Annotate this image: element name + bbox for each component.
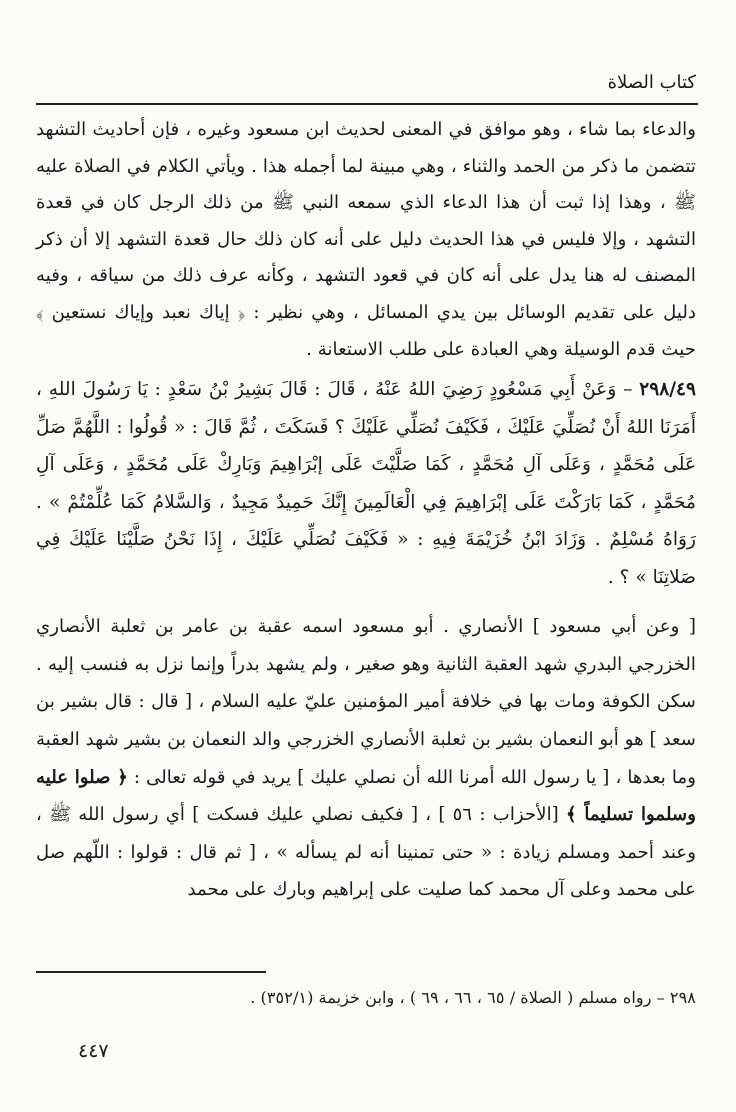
hadith-text: – وَعَنْ أَبِي مَسْعُودٍ رَضِيَ اللهُ عَنْهُ ، قَالَ : قَالَ بَشِيرُ بْنُ سَعْدٍ : يَا رَسُولَ اللهِ ، أَمَرَنَا اللهُ أَنْ نُصَلِّيَ عَلَيْكَ ، فَكَيْفَ نُصَلِّي عَلَيْكَ ؟ فَسَكَتَ ، ثُمَّ قَالَ : « قُولُوا : اللَّهُمَّ صَلِّ عَلَى مُحَمَّدٍ ، وَعَلَى آلِ مُحَمَّدٍ ، كَمَا صَلَّيْتَ عَلَى إبْرَاهِيمَ وَبَارِكْ عَلَى مُحَمَّدٍ ، وَعَلَى آلِ مُحَمَّدٍ ، كَمَا بَارَكْتَ عَلَى إبْرَاهِيمَ فِي الْعَالَمِينَ إِنَّكَ حَمِيدٌ مَجِيدٌ ، وَالسَّلامُ كَمَا عُلِّمْتُمْ » . رَوَاهُ مُسْلِمٌ . وَزَادَ ابْنُ خُزَيْمَةَ فِيهِ : « فَكَيْفَ نُصَلِّي عَلَيْكَ ، إِذَا نَحْنُ صَلَّيْنَا عَلَيْكَ فِي صَلاتِنَا » ؟ . <box>36 379 696 588</box>
quran-quote: ﴿ صلوا عليه وسلموا تسليماً ﴾ <box>36 766 696 826</box>
commentary-paragraph <box>36 608 696 909</box>
commentary-text-1: [ وعن أبي مسعود ] الأنصاري . أبو مسعود اسمه عقبة بن عامر بن ثعلبة الأنصاري الخزرجي البدري شهد العقبة الثانية وهو صغير ، ولم يشهد بدراً وإنما نزل به فنسب إليه . سكن الكوفة ومات بها في خلافة أمير المؤمنين عليّ عليه السلام ، [ قال : قال بشير بن سعد ] هو أبو النعمان بشير بن ثعلبة الأنصاري الخزرجي والد النعمان بن بشير شهد العقبة وما بعدها ، [ يا رسول الله أمرنا الله أن نصلي عليك ] يريد في قوله تعالى : <box>36 616 696 788</box>
running-title: كتاب الصلاة <box>607 72 696 93</box>
header-rule <box>36 103 698 105</box>
footnote-rule <box>36 971 266 973</box>
page-body <box>36 112 696 909</box>
page-number: ٤٤٧ <box>78 1040 109 1062</box>
commentary-text-2: [الأحزاب : ٥٦ ] ، [ فكيف نصلي عليك فسكت ] أي رسول الله ﷺ ، وعند أحمد ومسلم زيادة : « حتى تمنينا أنه لم يسأله » ، [ ثم قال : قولوا : اللّهم صل على محمد وعلى آل محمد كما صليت على إبراهيم وبارك على محمد <box>36 804 696 901</box>
hadith-number: ٢٩٨/٤٩ <box>639 379 696 401</box>
hadith-block <box>36 371 696 596</box>
intro-paragraph: والدعاء بما شاء ، وهو موافق في المعنى لحديث ابن مسعود وغيره ، فإن أحاديث التشهد تتضمن ما ذكر من الحمد والثناء ، وهي مبينة لما أجمله هذا . ويأتي الكلام في الصلاة عليه ﷺ ، وهذا إذا ثبت أن هذا الدعاء الذي سمعه النبي ﷺ من ذلك الرجل كان في قعدة التشهد ، وإلا فليس في هذا الحديث دليل على أنه كان ذلك حال قعدة التشهد إلا أن ذكر المصنف له هنا يدل على أنه كان في قعود التشهد ، وكأنه عرف ذلك من سياقه ، وفيه دليل على تقديم الوسائل بين يدي المسائل ، وهي نظير : ﴿ إياك نعبد وإياك نستعين ﴾ حيث قدم الوسيلة وهي العبادة على طلب الاستعانة . <box>36 119 696 360</box>
footnote: ٢٩٨ – رواه مسلم ( الصلاة / ٦٥ ، ٦٦ ، ٦٩ ) ، وابن خزيمة (٣٥٢/١) . <box>250 988 696 1007</box>
